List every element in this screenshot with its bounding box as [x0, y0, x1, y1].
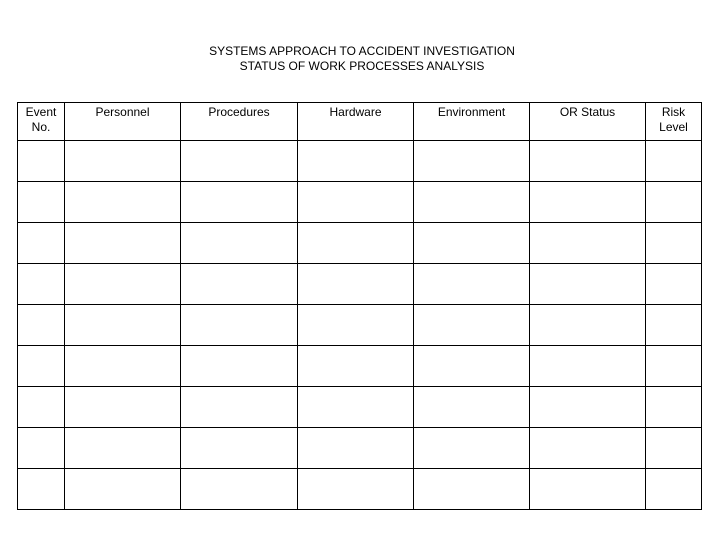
cell-hardware[interactable]: [298, 387, 414, 428]
table-row: [18, 182, 702, 223]
cell-risk-level[interactable]: [646, 428, 702, 469]
cell-risk-level[interactable]: [646, 264, 702, 305]
cell-procedures[interactable]: [181, 223, 298, 264]
cell-personnel[interactable]: [65, 264, 181, 305]
cell-hardware[interactable]: [298, 346, 414, 387]
cell-hardware[interactable]: [298, 223, 414, 264]
cell-environment[interactable]: [414, 264, 530, 305]
cell-procedures[interactable]: [181, 346, 298, 387]
cell-personnel[interactable]: [65, 141, 181, 182]
cell-hardware[interactable]: [298, 305, 414, 346]
header-event-no-line-2: No.: [31, 120, 51, 134]
cell-hardware[interactable]: [298, 182, 414, 223]
cell-personnel[interactable]: [65, 305, 181, 346]
cell-hardware[interactable]: [298, 428, 414, 469]
cell-environment[interactable]: [414, 346, 530, 387]
cell-personnel[interactable]: [65, 346, 181, 387]
cell-procedures[interactable]: [181, 305, 298, 346]
cell-procedures[interactable]: [181, 428, 298, 469]
cell-event-no[interactable]: [18, 346, 65, 387]
header-risk-level: [646, 103, 702, 141]
cell-event-no[interactable]: [18, 141, 65, 182]
table-row: [18, 428, 702, 469]
cell-event-no[interactable]: [18, 223, 65, 264]
table-row: [18, 141, 702, 182]
header-or-status: [530, 103, 646, 141]
cell-hardware[interactable]: [298, 264, 414, 305]
cell-environment[interactable]: [414, 428, 530, 469]
cell-event-no[interactable]: [18, 387, 65, 428]
cell-or-status[interactable]: [530, 305, 646, 346]
cell-event-no[interactable]: [18, 182, 65, 223]
cell-hardware[interactable]: [298, 141, 414, 182]
table-row: [18, 264, 702, 305]
cell-environment[interactable]: [414, 387, 530, 428]
cell-procedures[interactable]: [181, 264, 298, 305]
table-row: [18, 469, 702, 510]
header-risk-level-line-2: Level: [659, 120, 688, 134]
table-row: [18, 346, 702, 387]
cell-procedures[interactable]: [181, 387, 298, 428]
cell-procedures[interactable]: [181, 182, 298, 223]
table-body: [18, 141, 702, 510]
cell-risk-level[interactable]: [646, 469, 702, 510]
header-personnel-label: Personnel: [95, 105, 150, 119]
cell-environment[interactable]: [414, 141, 530, 182]
cell-event-no[interactable]: [18, 469, 65, 510]
cell-or-status[interactable]: [530, 141, 646, 182]
cell-procedures[interactable]: [181, 469, 298, 510]
form-title-line-1: SYSTEMS APPROACH TO ACCIDENT INVESTIGATION: [209, 44, 515, 58]
header-hardware: [298, 103, 414, 141]
cell-personnel[interactable]: [65, 387, 181, 428]
header-hardware-label: Hardware: [329, 105, 382, 119]
cell-personnel[interactable]: [65, 428, 181, 469]
cell-procedures[interactable]: [181, 141, 298, 182]
header-personnel: [65, 103, 181, 141]
form-title-line-2: STATUS OF WORK PROCESSES ANALYSIS: [239, 59, 485, 73]
header-row: [18, 103, 702, 141]
table-row: [18, 223, 702, 264]
cell-risk-level[interactable]: [646, 346, 702, 387]
cell-risk-level[interactable]: [646, 387, 702, 428]
table-row: [18, 387, 702, 428]
header-event-no: [18, 103, 65, 141]
cell-environment[interactable]: [414, 305, 530, 346]
header-risk-level-line-1: Risk: [661, 105, 686, 119]
header-environment-label: Environment: [437, 105, 506, 119]
cell-or-status[interactable]: [530, 346, 646, 387]
cell-or-status[interactable]: [530, 469, 646, 510]
cell-event-no[interactable]: [18, 264, 65, 305]
table-row: [18, 305, 702, 346]
cell-or-status[interactable]: [530, 387, 646, 428]
header-procedures-label: Procedures: [208, 105, 270, 119]
cell-risk-level[interactable]: [646, 182, 702, 223]
cell-or-status[interactable]: [530, 264, 646, 305]
cell-hardware[interactable]: [298, 469, 414, 510]
cell-or-status[interactable]: [530, 223, 646, 264]
cell-or-status[interactable]: [530, 428, 646, 469]
cell-personnel[interactable]: [65, 182, 181, 223]
cell-event-no[interactable]: [18, 305, 65, 346]
cell-personnel[interactable]: [65, 469, 181, 510]
form-title: [0, 44, 720, 74]
header-or-status-label: OR Status: [559, 105, 616, 119]
analysis-table: [17, 102, 702, 510]
cell-personnel[interactable]: [65, 223, 181, 264]
header-procedures: [181, 103, 298, 141]
cell-risk-level[interactable]: [646, 141, 702, 182]
cell-environment[interactable]: [414, 469, 530, 510]
cell-risk-level[interactable]: [646, 305, 702, 346]
header-event-no-line-1: Event: [25, 105, 57, 119]
cell-event-no[interactable]: [18, 428, 65, 469]
header-environment: [414, 103, 530, 141]
cell-environment[interactable]: [414, 182, 530, 223]
cell-environment[interactable]: [414, 223, 530, 264]
cell-or-status[interactable]: [530, 182, 646, 223]
cell-risk-level[interactable]: [646, 223, 702, 264]
